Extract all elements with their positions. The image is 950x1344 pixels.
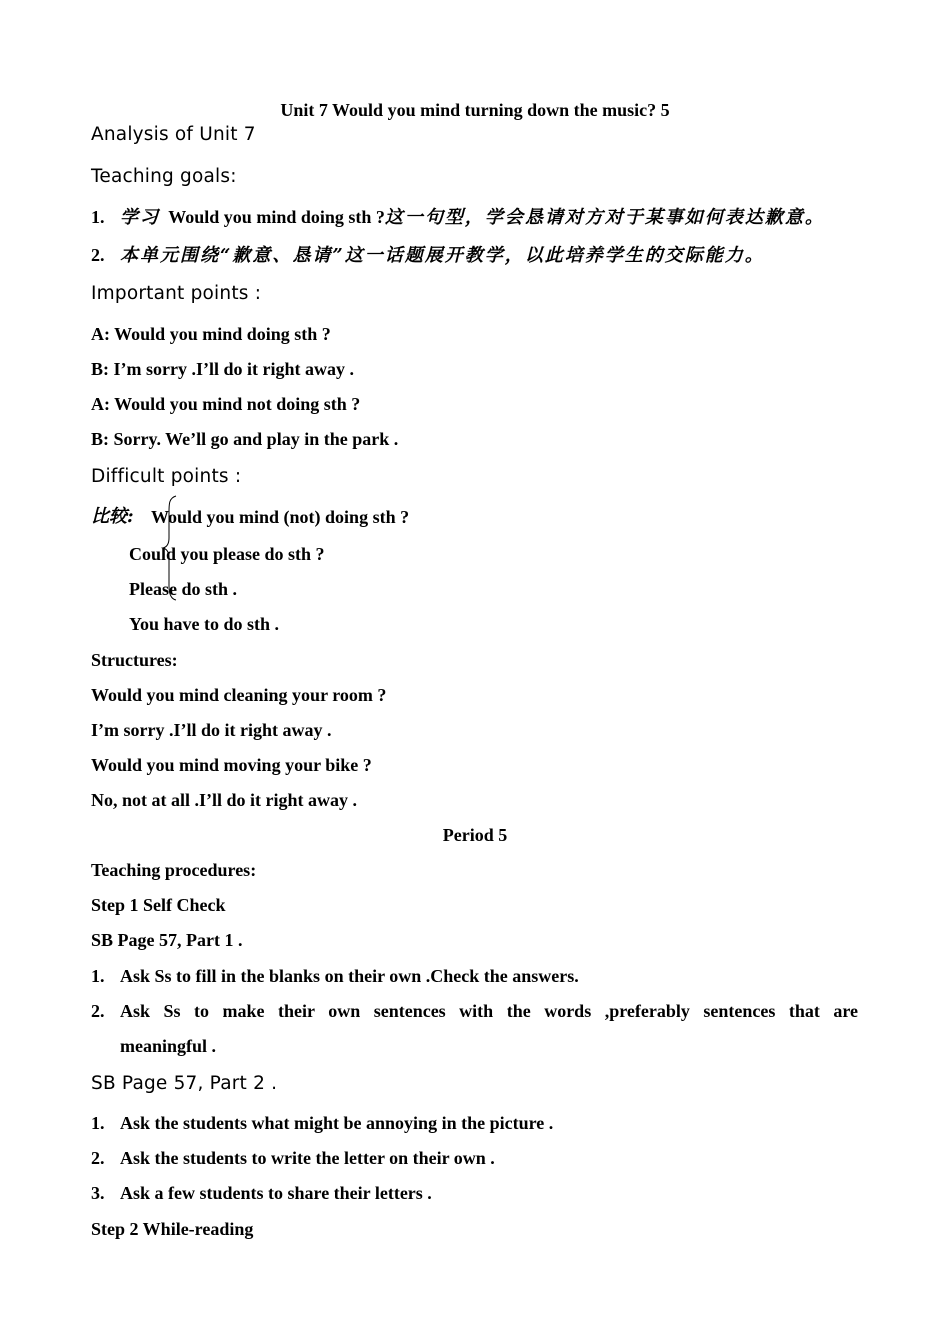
part2-item-2	[91, 1147, 495, 1169]
compare-line-1: Would you mind (not) doing sth ?	[151, 507, 410, 527]
sb-part-2-heading: SB Page 57, Part 2 .	[91, 1073, 278, 1094]
item-number: 2.	[91, 1148, 105, 1168]
goal-text-cn-1: 学习	[120, 207, 169, 228]
item-text: Ask Ss to fill in the blanks on their own .Check the answers.	[120, 966, 579, 986]
part1-item-1	[91, 965, 579, 987]
step-2-heading: Step 2 While-reading	[91, 1219, 254, 1239]
goal-number: 2.	[91, 245, 105, 265]
compare-line-4: You have to do sth .	[129, 614, 280, 634]
item-number: 1.	[91, 966, 105, 986]
goal-item-2	[91, 244, 765, 267]
compare-line-2: Could you please do sth ?	[129, 544, 325, 564]
document-title: Unit 7 Would you mind turning down the music? 5	[280, 100, 670, 120]
item-text: Ask the students what might be annoying in the picture .	[120, 1113, 554, 1133]
structure-line-1: Would you mind cleaning your room ?	[91, 685, 387, 705]
period-heading: Period 5	[442, 825, 508, 845]
important-line-1: A: Would you mind doing sth ?	[91, 324, 331, 344]
goal-number: 1.	[91, 207, 105, 227]
part1-item-2-number: 2.	[91, 1001, 105, 1021]
important-line-3: A: Would you mind not doing sth ?	[91, 394, 361, 414]
goal-text-cn: 本单元围绕“歉意、恳请”这一话题展开教学，以此培养学生的交际能力。	[120, 245, 765, 266]
compare-label: 比较:	[91, 506, 134, 527]
analysis-heading: Analysis of Unit 7	[91, 124, 256, 145]
part2-item-1	[91, 1112, 553, 1134]
goal-item-1	[91, 206, 825, 229]
important-line-2: B: I’m sorry .I’ll do it right away .	[91, 359, 354, 379]
part1-item-2-text-line2: meaningful .	[120, 1036, 217, 1056]
important-points-heading: Important points :	[91, 283, 262, 304]
item-text: Ask a few students to share their letters .	[120, 1183, 432, 1203]
structure-line-3: Would you mind moving your bike ?	[91, 755, 372, 775]
sb-part-1-heading: SB Page 57, Part 1 .	[91, 930, 243, 950]
teaching-goals-heading: Teaching goals:	[91, 166, 237, 187]
step-1-heading: Step 1 Self Check	[91, 895, 226, 915]
compare-line-3: Please do sth .	[129, 579, 237, 599]
item-number: 3.	[91, 1183, 105, 1203]
structure-line-4: No, not at all .I’ll do it right away .	[91, 790, 358, 810]
part2-item-3	[91, 1182, 432, 1204]
goal-text-en: Would you mind doing sth ?	[168, 207, 385, 227]
structures-heading: Structures:	[91, 650, 178, 670]
part1-item-2-text-line1: Ask Ss to make their own sentences with the words ,preferably sentences that are	[120, 1001, 858, 1021]
item-number: 1.	[91, 1113, 105, 1133]
procedures-heading: Teaching procedures:	[91, 860, 257, 880]
item-text: Ask the students to write the letter on their own .	[120, 1148, 495, 1168]
difficult-points-heading: Difficult points :	[91, 466, 242, 487]
important-line-4: B: Sorry. We’ll go and play in the park .	[91, 429, 399, 449]
structure-line-2: I’m sorry .I’ll do it right away .	[91, 720, 332, 740]
goal-text-cn-2: 这一句型，学会恳请对方对于某事如何表达歉意。	[384, 207, 825, 228]
left-brace-icon	[160, 494, 182, 602]
